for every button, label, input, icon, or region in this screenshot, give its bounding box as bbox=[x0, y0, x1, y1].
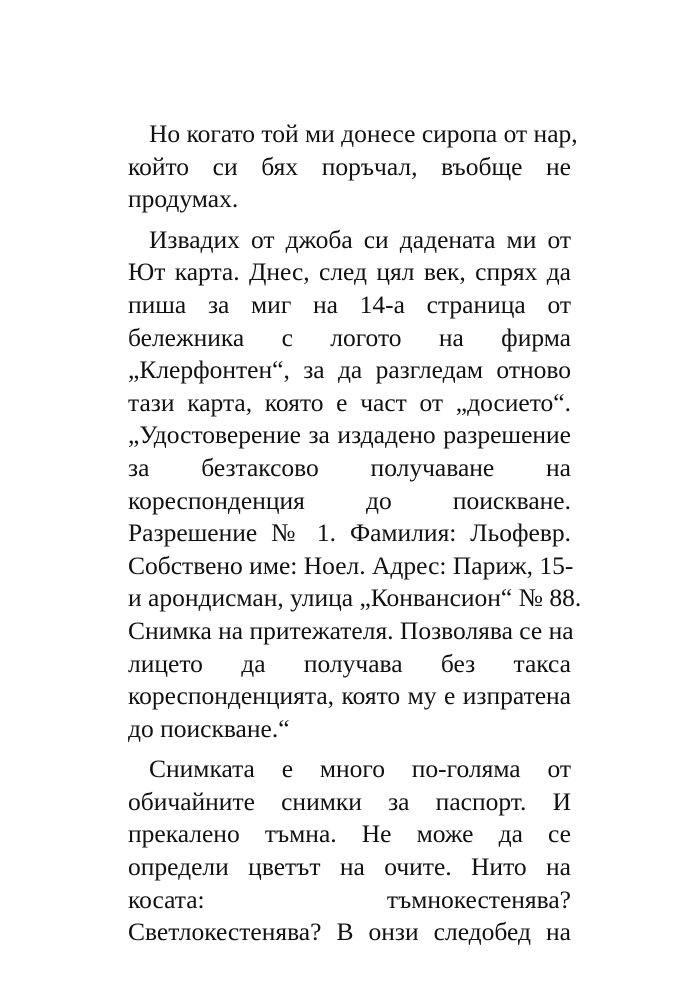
text-line: определи цветът на очите. Нито на bbox=[128, 852, 571, 882]
text-line: обичайните снимки за паспорт. И bbox=[128, 786, 571, 816]
text-line: Но когато той ми донесе сиропа от нар, bbox=[149, 119, 578, 148]
text-line: косата: тъмнокестенява? bbox=[128, 884, 571, 914]
paragraph-3 bbox=[128, 753, 571, 949]
text-line: кореспонденцията, която му е изпратена bbox=[128, 681, 571, 711]
text-line: кореспонденция до поискване. bbox=[128, 485, 571, 515]
text-line: продумах. bbox=[128, 184, 239, 214]
text-line: Собствено име: Ноел. Адрес: Париж, 15- bbox=[128, 550, 574, 580]
text-line: Снимка на притежателя. Позволява се на bbox=[128, 615, 574, 645]
text-line: който си бях поръчал, въобще не bbox=[128, 151, 571, 181]
text-line: и арондисман, улица „Конвансион“ № 88. bbox=[128, 583, 582, 613]
body-text bbox=[128, 118, 582, 949]
text-line: Светлокестенява? В онзи следобед на bbox=[128, 917, 571, 947]
text-line: лицето да получава без такса bbox=[128, 648, 571, 678]
paragraph-1 bbox=[128, 118, 578, 216]
text-line: прекалено тъмна. Не може да се bbox=[128, 819, 571, 849]
text-line: бележника с логото на фирма bbox=[128, 322, 571, 352]
text-line: за безтаксово получаване на bbox=[128, 452, 571, 482]
text-line: пиша за миг на 14-а страница от bbox=[128, 289, 571, 319]
text-line: „Удостоверение за издадено разрешение bbox=[128, 420, 571, 450]
text-line: Извадих от джоба си дадената ми от bbox=[149, 224, 571, 254]
text-line: до поискване.“ bbox=[128, 713, 290, 743]
text-line: „Клерфонтен“, за да разгледам отново bbox=[128, 355, 571, 385]
text-line: Разрешение № 1. Фамилия: Льофевр. bbox=[128, 518, 571, 548]
text-line: Ют карта. Днес, след цял век, спрях да bbox=[128, 257, 571, 287]
paragraph-2 bbox=[128, 224, 582, 746]
text-line: Снимката е много по-голяма от bbox=[149, 754, 571, 784]
text-line: тази карта, която е част от „досието“. bbox=[128, 387, 571, 417]
